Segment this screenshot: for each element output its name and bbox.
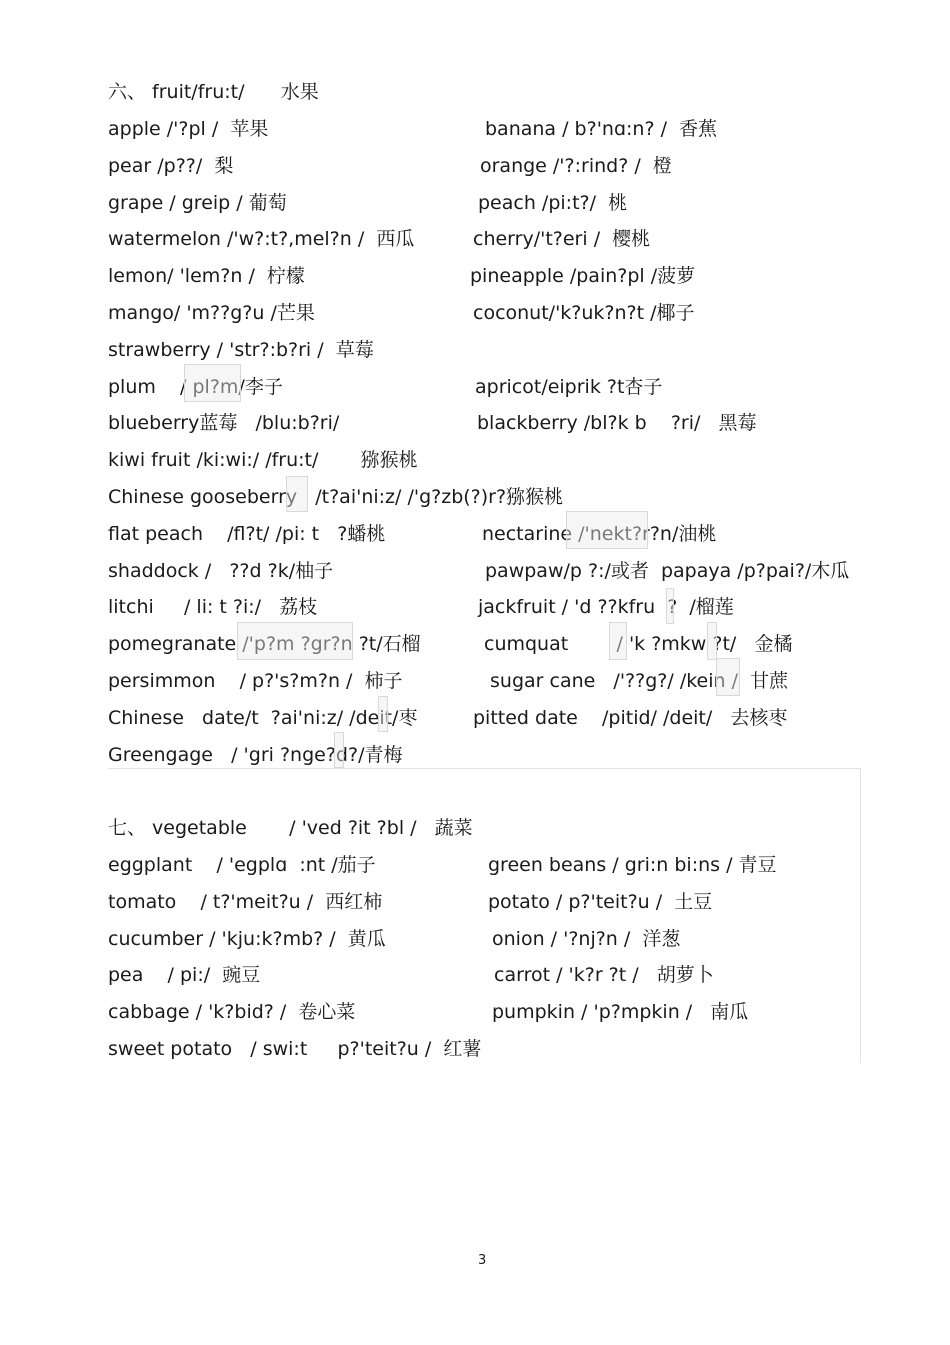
scan-artifact-box [378,696,388,732]
scan-artifact-box [184,364,241,402]
vocab-entry-right: potato / p?'teit?u / 土豆 [488,890,713,913]
vocab-row [108,299,910,327]
scan-artifact-box [716,658,740,696]
vocab-row [108,446,910,474]
scan-artifact-box [566,511,648,549]
scan-artifact-box [707,622,717,660]
vocab-entry-left: blueberry蓝莓 /blu:b?ri/ [108,412,340,435]
vocab-row [108,115,910,143]
vocab-row [108,888,910,916]
vocab-row [108,557,910,585]
scan-artifact-box [237,622,353,660]
vocab-entry-left: strawberry / 'str?:b?ri / 草莓 [108,338,374,361]
scan-artifact-box [666,588,674,624]
vocab-entry-left: apple /'?pl / 苹果 [108,118,269,140]
vocab-entry-left: Greengage / 'gri ?nge?d?/青梅 [108,743,403,766]
vocab-entry-left: tomato / t?'meit?u / 西红柿 [108,890,383,913]
vocab-row [108,630,910,658]
vocab-row [108,152,910,180]
vocab-entry-right: jackfruit / 'd ??kfru ? /榴莲 [478,596,734,619]
vocab-entry-right: coconut/'k?uk?n?t /椰子 [473,302,695,324]
vocab-entry-right: peach /pi:t?/ 桃 [478,191,628,214]
vocab-row [108,593,910,621]
vocab-row [108,925,910,953]
vocab-entry-right: orange /'?:rind? / 橙 [480,154,672,177]
scan-artifact-box [286,476,308,512]
vocab-entry-right: apricot/eiprik ?t杏子 [475,375,663,398]
vocab-entry-left: persimmon / p?'s?m?n / 柿子 [108,670,403,692]
vocab-entry-right: sugar cane /'??g?/ /kein / 甘蔗 [490,670,789,692]
vocab-row [108,998,910,1026]
vocab-entry-right: pumpkin / 'p?mpkin / 南瓜 [492,1001,749,1024]
scan-artifact-box [334,732,344,768]
vocab-entry-right: nectarine /'nekt?r?n/油桃 [482,522,717,545]
vocab-entry-right: cherry/'t?eri / 樱桃 [473,228,651,251]
vocab-row [108,961,910,989]
vocab-entry-left: Chinese date/t ?ai'ni:z/ /deit/枣 [108,706,418,729]
vocab-entry-left: lemon/ 'lem?n / 柠檬 [108,265,305,288]
vocab-entry-right: banana / b?'nɑ:n? / 香蕉 [485,118,718,140]
vocab-entry-left: watermelon /'w?:t?,mel?n / 西瓜 [108,228,415,251]
vocab-entry-left: mango/ 'm??g?u /芒果 [108,302,315,324]
vocab-row [108,741,910,769]
vocab-entry-left: pear /p??/ 梨 [108,154,234,177]
scan-artifact-box [609,622,627,660]
vocab-entry-left: grape / greip / 葡萄 [108,191,287,214]
vocab-row [108,704,910,732]
page-number: 3 [478,1253,487,1268]
vegetable-heading: 七、 vegetable / 'ved ?it ?bl / 蔬菜 [108,817,473,839]
vocab-row [108,409,910,437]
vocab-entry-left: pomegranate /'p?m ?gr?n ?t/石榴 [108,633,421,656]
vocab-row [108,667,910,695]
vocab-entry-left: litchi / li: t ?i:/ 荔枝 [108,596,318,619]
vocab-entry-left: eggplant / 'egplɑ :nt /茄子 [108,854,376,876]
vocab-row [108,225,910,253]
vocab-row [108,262,910,290]
vocab-entry-right: cumquat / 'k ?mkw ?t/ 金橘 [484,633,793,656]
vocab-entry-left: cabbage / 'k?bid? / 卷心菜 [108,1001,356,1024]
vocab-entry-right: pawpaw/p ?:/或者 papaya /p?pai?/木瓜 [485,559,850,582]
vocab-entry-right: carrot / 'k?r ?t / 胡萝卜 [494,964,714,987]
vocab-entry-left: kiwi fruit /ki:wi:/ /fru:t/ 猕猴桃 [108,449,418,472]
vocab-entry-right: green beans / gri:n bi:ns / 青豆 [488,854,777,876]
vocab-entry-left: shaddock / ??d ?k/柚子 [108,559,334,582]
vocab-row [108,483,910,511]
vocab-entry-left: sweet potato / swi:t p?'teit?u / 红薯 [108,1038,482,1060]
vocab-entry-left: plum / pl?m/李子 [108,375,283,398]
vocab-row [108,1035,910,1063]
vocab-entry-right: onion / '?nj?n / 洋葱 [492,927,681,950]
fruit-heading: 六、 fruit/fru:t/ 水果 [108,81,319,103]
vocab-entry-left: Chinese gooseberry /t?ai'ni:z/ /'g?zb(?)r?猕猴桃 [108,486,564,508]
vocab-row [108,336,910,364]
vocab-entry-right: blackberry /bl?k b ?ri/ 黑莓 [477,412,757,435]
vocab-row [108,189,910,217]
vocab-entry-left: flat peach /fl?t/ /pi: t ?蟠桃 [108,522,386,545]
vocab-entry-left: cucumber / 'kju:k?mb? / 黄瓜 [108,927,386,950]
vocab-entry-right: pineapple /pain?pl /菠萝 [470,265,696,288]
vocab-row [108,851,910,879]
vocab-entry-right: pitted date /pitid/ /deit/ 去核枣 [473,706,788,729]
vocab-entry-left: pea / pi:/ 豌豆 [108,964,261,987]
vocab-row [108,520,910,548]
